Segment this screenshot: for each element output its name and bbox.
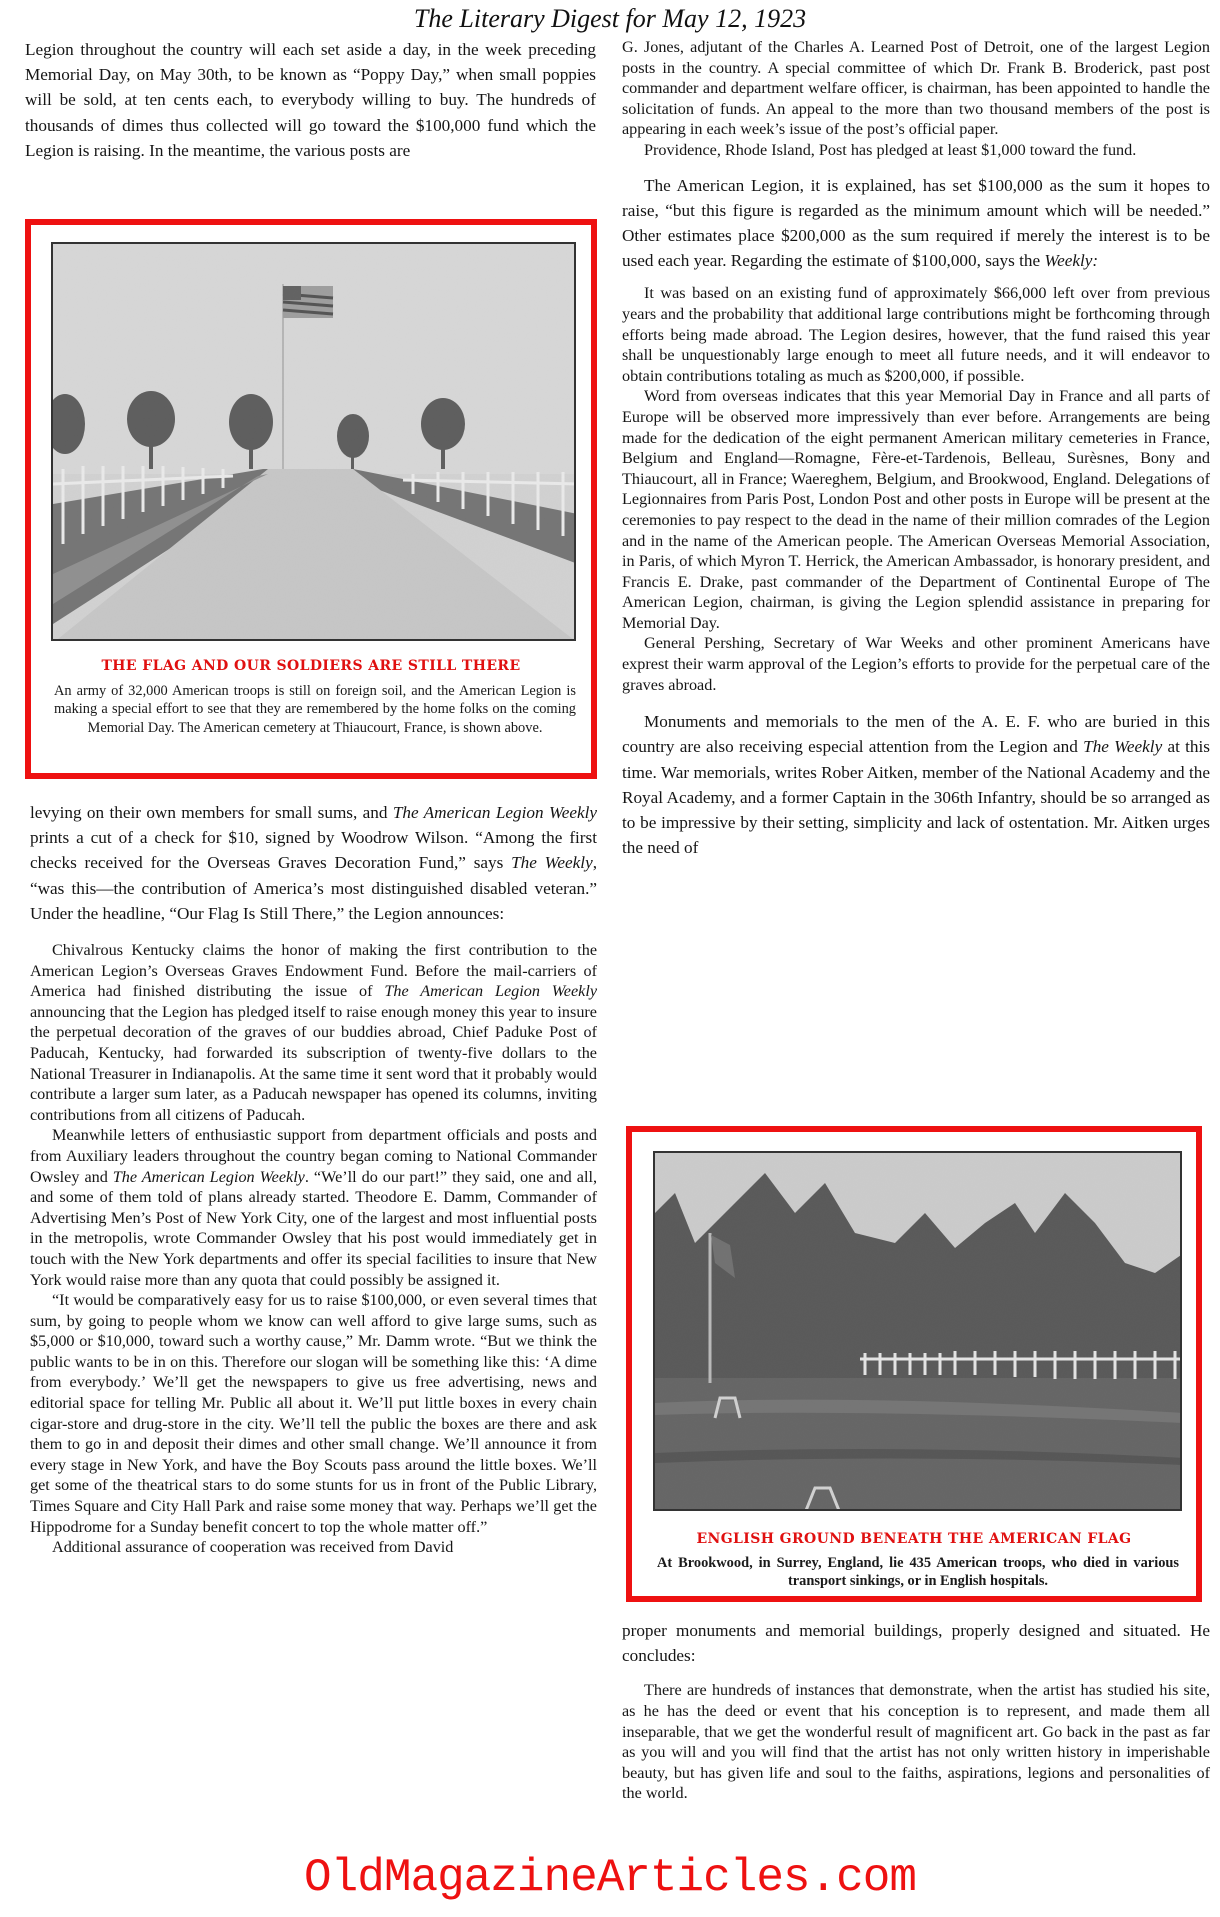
quote-existing-fund: It was based on an existing fund of approximately $66,000 left over from previous years and the probability that additional large contributions might be forthcoming through efforts being made abroad. The Legion desires, however, that the fund raised this year shall be unquestionably large enough to meet all future needs, and it will endeavor to obtain contributions totaling as much as $200,000, if possible. xyxy=(622,284,1210,385)
photo-brookwood-cemetery xyxy=(653,1151,1182,1511)
figure-2-caption: At Brookwood, in Surrey, England, lie 435 American troops, who died in various transport sinkings, or in English hospitals. xyxy=(657,1555,1179,1590)
right-column-bottom xyxy=(622,1618,1210,1804)
quote-meanwhile: Meanwhile letters of enthusiastic support from department officials and posts and from Auxiliary leaders throughout the country began coming to National Commander Owsley and The American Legion Weekly. “We’ll do our part!” they said, one and all, and some of them told of plans already started. Theodore E. Damm, Commander of Advertising Men’s Post of New York City, one of the largest and most influential posts in the metropolis, wrote Commander Owsley that his post would immediately get in touch with the New York departments and offer its special facilities to insure that New York would raise more than any quota that could possibly be assigned it. xyxy=(30,1126,597,1289)
figure-thiaucourt xyxy=(25,219,597,779)
quote-additional: Additional assurance of cooperation was received from David xyxy=(52,1538,454,1557)
paragraph-poppy-day: Legion throughout the country will each set aside a day, in the week preceding Memorial Day, on May 30th, to be known as “Poppy Day,” when small poppies will be sold, at ten cents each, to everybody willing to buy. The hundreds of thousands of dimes thus collected will go toward the $100,000 fund which the Legion is raising. In the meantime, the various posts are xyxy=(25,40,596,160)
brookwood-photo-illustration xyxy=(655,1153,1182,1511)
quote-damm: “It would be comparatively easy for us to raise $100,000, or even several times that sum, by going to people whom we know can well afford to give large sums, such as $5,000 or $10,000, toward such a worthy cause,” Mr. Damm wrote. “But we think the public wants to be in on this. Therefore our slogan will be something like this: ‘A dime from everybody.’ We’ll get the newspapers to give us free advertising, news and editorial space for telling Mr. Public all about it. We’ll put little boxes in every chain cigar-store and drug-store in the city. We’ll tell the public the boxes are there and ask them to go in and deposit their dimes and other small change. We’ll announce it from every stage in New York, and have the Boy Scouts pass around the little boxes. We’ll get some of the theatrical stars to do some stunts for us in front of the Public Library, Times Square and City Hall Park and raise some money that way. Perhaps we’ll get the Hippodrome for a Sunday benefit concert to top the whole matter off.” xyxy=(30,1291,597,1536)
quote-aitken: There are hundreds of instances that demonstrate, when the artist has studied his site, as he has the deed or event that his conception is to represent, and made them all inseparable, that we get the wonderful result of magnificent art. Go back in the past as far as you will and you will find that the artist has not only written history in imperishable beauty, but has given life and soul to the faiths, aspirations, legions and personalities of the world. xyxy=(622,1681,1210,1803)
quote-jones: G. Jones, adjutant of the Charles A. Learned Post of Detroit, one of the largest Legion posts in the country. A special committee of which Dr. Frank B. Broderick, past post commander and department welfare officer, is chairman, has been appointed to handle the solicitation of funds. An appeal to the more than two thousand members of the post is appearing in each week’s issue of the post’s official paper. xyxy=(622,38,1210,139)
paragraph-legion-fund: The American Legion, it is explained, has set $100,000 as the sum it hopes to raise, “but this figure is regarded as the minimum amount which will be needed.” Other estimates place $200,000 as the sum required if merely the interest is to be used each year. Regarding the estimate of $100,000, says the Weekly: xyxy=(622,175,1210,271)
site-watermark: OldMagazineArticles.com xyxy=(304,1852,916,1904)
issue-date: for May 12, 1923 xyxy=(625,4,807,33)
left-column-body xyxy=(30,800,597,1558)
quote-kentucky: Chivalrous Kentucky claims the honor of making the first contribution to the American Legion’s Overseas Graves Endowment Fund. Before the mail-carriers of America had finished distributing the issue of The American Legion Weekly announcing that the Legion has pledged itself to raise enough money this year to insure the perpetual decoration of the graves of our buddies abroad, Chief Paduke Post of Paducah, Kentucky, had forwarded its subscription of twenty-five dollars to the National Treasurer in Indianapolis. At the same time it sent word that it probably would contribute a larger sum later, as a Paducah newspaper has opened its columns, inviting contributions from all citizens of Paducah. xyxy=(30,941,597,1124)
cemetery-photo-illustration xyxy=(53,244,576,641)
figure-1-title: THE FLAG AND OUR SOLDIERS ARE STILL THERE xyxy=(101,658,521,674)
figure-brookwood xyxy=(626,1126,1202,1602)
left-column-top xyxy=(25,37,596,163)
quote-pershing: General Pershing, Secretary of War Weeks and other prominent Americans have exprest their warm approval of the Legion’s efforts to provide for the perpetual care of the graves abroad. xyxy=(622,634,1210,694)
running-head xyxy=(0,4,1220,34)
paragraph-monuments: Monuments and memorials to the men of the A. E. F. who are buried in this country are also receiving especial attention from the Legion and The Weekly at this time. War memorials, writes Rober Aitken, member of the National Academy and the Royal Academy, and a former Captain in the 306th Infantry, should be so arranged as to be impressive by their setting, simplicity and lack of ostentation. Mr. Aitken urges the need of xyxy=(622,712,1210,858)
quote-overseas: Word from overseas indicates that this year Memorial Day in France and all parts of Europe will be observed more impressively than ever before. Arrangements are being made for the dedication of the eight permanent American military cemeteries in France, Belgium and England—Romagne, Fère-et-Tardenois, Belleau, Surèsnes, Bony and Thiaucourt, all in France; Waereghem, Belgium, and Brookwood, England. Delegations of Legionnaires from Paris Post, London Post and other posts in Europe will be present at the ceremonies to pay respect to the dead in the name of their million comrades of the Legion and in the name of the American people. The American Overseas Memorial Association, in Paris, of which Myron T. Herrick, the American Ambassador, is honorary president, and Francis E. Drake, past commander of the Department of Continental Europe of The American Legion, chairman, is giving the Legion splendid assistance in preparing for Memorial Day. xyxy=(622,387,1210,632)
figure-2-title: ENGLISH GROUND BENEATH THE AMERICAN FLAG xyxy=(696,1531,1132,1547)
photo-thiaucourt-cemetery xyxy=(51,242,576,641)
publication-name: The Literary Digest xyxy=(413,4,620,33)
figure-1-caption: An army of 32,000 American troops is still on foreign soil, and the American Legion is making a special effort to see that they are remembered by the home folks on the coming Memorial Day. The American cemetery at Thiaucourt, France, is shown above. xyxy=(54,683,576,736)
right-column-top xyxy=(622,37,1210,860)
quote-providence: Providence, Rhode Island, Post has pledged at least $1,000 toward the fund. xyxy=(644,140,1137,159)
paragraph-proper-monuments: proper monuments and memorial buildings, properly designed and situated. He concludes: xyxy=(622,1621,1210,1666)
paragraph-levying: levying on their own members for small sums, and The American Legion Weekly prints a cut of a check for $10, signed by Woodrow Wilson. “Among the first checks received for the Overseas Graves Decoration Fund,” says The Weekly, “was this—the contribution of America’s most distinguished disabled veteran.” Under the headline, “Our Flag Is Still There,” the Legion announces: xyxy=(30,803,598,923)
